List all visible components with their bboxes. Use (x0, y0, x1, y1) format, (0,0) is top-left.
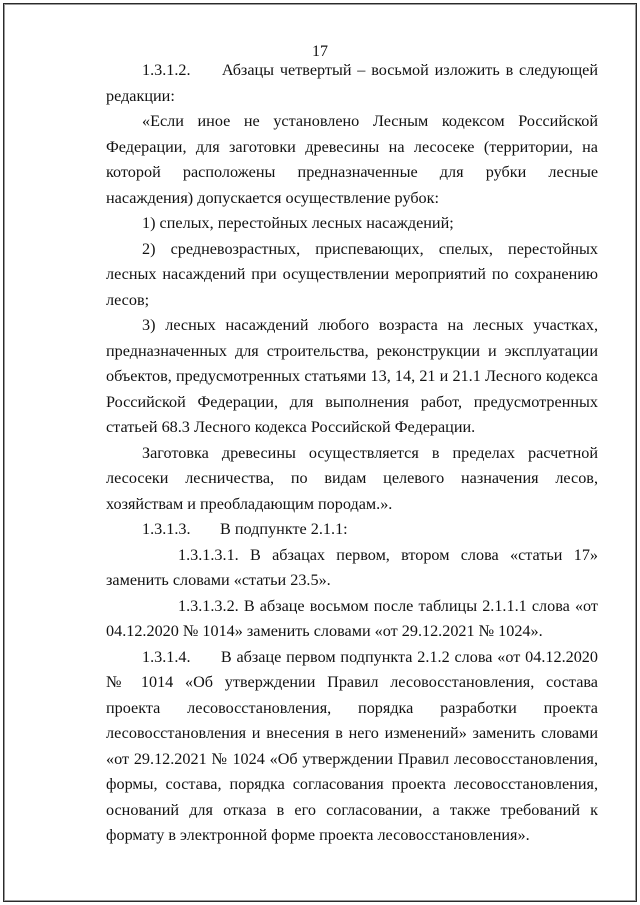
clause-number: 1.3.1.3.2. (178, 596, 239, 615)
clause-number: 1.3.1.3.1. (178, 545, 239, 564)
paragraph-text: В абзаце восьмом после таблицы 2.1.1.1 слова «от 04.12.2020 № 1014» заменить словами «от 29.12.2021 № 1024». (106, 596, 598, 640)
list-item-1 (106, 211, 598, 237)
paragraph-text: 2) средневозрастных, приспевающих, спелых, перестойных лесных насаждений при осуществлении мероприятий по сохранению лесов; (106, 239, 598, 309)
paragraph-quote-intro (106, 109, 598, 211)
paragraph-text: Абзацы четвертый – восьмой изложить в следующей редакции: (106, 61, 599, 105)
clause-number: 1.3.1.3. (142, 520, 191, 538)
clause-number: 1.3.1.4. (142, 647, 191, 666)
paragraph-text: В подпункте 2.1.1: (220, 520, 348, 538)
paragraph-1-3-1-4 (106, 645, 598, 849)
page-number: 17 (312, 43, 328, 60)
list-item-2 (106, 237, 598, 314)
paragraph-text: В абзаце первом подпункта 2.1.2 слова «от 04.12.2020 № 1014 «Об утверждении Правил лесовосстановления, состава проекта лесовосстановления, порядка разработки проекта лесовосстановления и внесения в него изменений» заменить словами «от 29.12.2021 № 1024 «Об утверждении Правил лесовосстановления, формы, состава, порядка согласования проекта лесовосстановления, оснований для отказа в его согласовании, а также требований к формату в электронной форме проекта лесовосстановления». (106, 647, 598, 844)
clause-number: 1.3.1.2. (142, 61, 191, 79)
paragraph-text: 3) лесных насаждений любого возраста на лесных участках, предназначенных для строительства, реконструкции и эксплуатации объектов, предусмотренных статьями 13, 14, 21 и 21.1 Лесного кодекса Российской Федерации, для выполнения работ, предусмотренных статьей 68.3 Лесного кодекса Российской Федерации. (106, 316, 598, 436)
paragraph-text: Заготовка древесины осуществляется в пределах расчетной лесосеки лесничества, по видам целевого назначения лесов, хозяйствам и преобладающим породам.». (106, 443, 598, 513)
list-item-3 (106, 313, 598, 441)
document-body (106, 58, 598, 849)
paragraph-1-3-1-2 (106, 58, 598, 109)
paragraph-1-3-1-3-2 (106, 594, 598, 645)
paragraph-text: В абзацах первом, втором слова «статьи 17» заменить словами «статьи 23.5». (106, 545, 599, 589)
paragraph-text: «Если иное не установлено Лесным кодексом Российской Федерации, для заготовки древесины на лесосеке (территории, на которой расположены предназначенные для рубки лесные насаждения) допускается осуществление рубок: (106, 112, 598, 207)
paragraph-text: 1) спелых, перестойных лесных насаждений; (142, 214, 454, 232)
paragraph-harvest (106, 441, 598, 518)
paragraph-1-3-1-3-1 (106, 543, 598, 594)
paragraph-1-3-1-3 (106, 517, 598, 543)
